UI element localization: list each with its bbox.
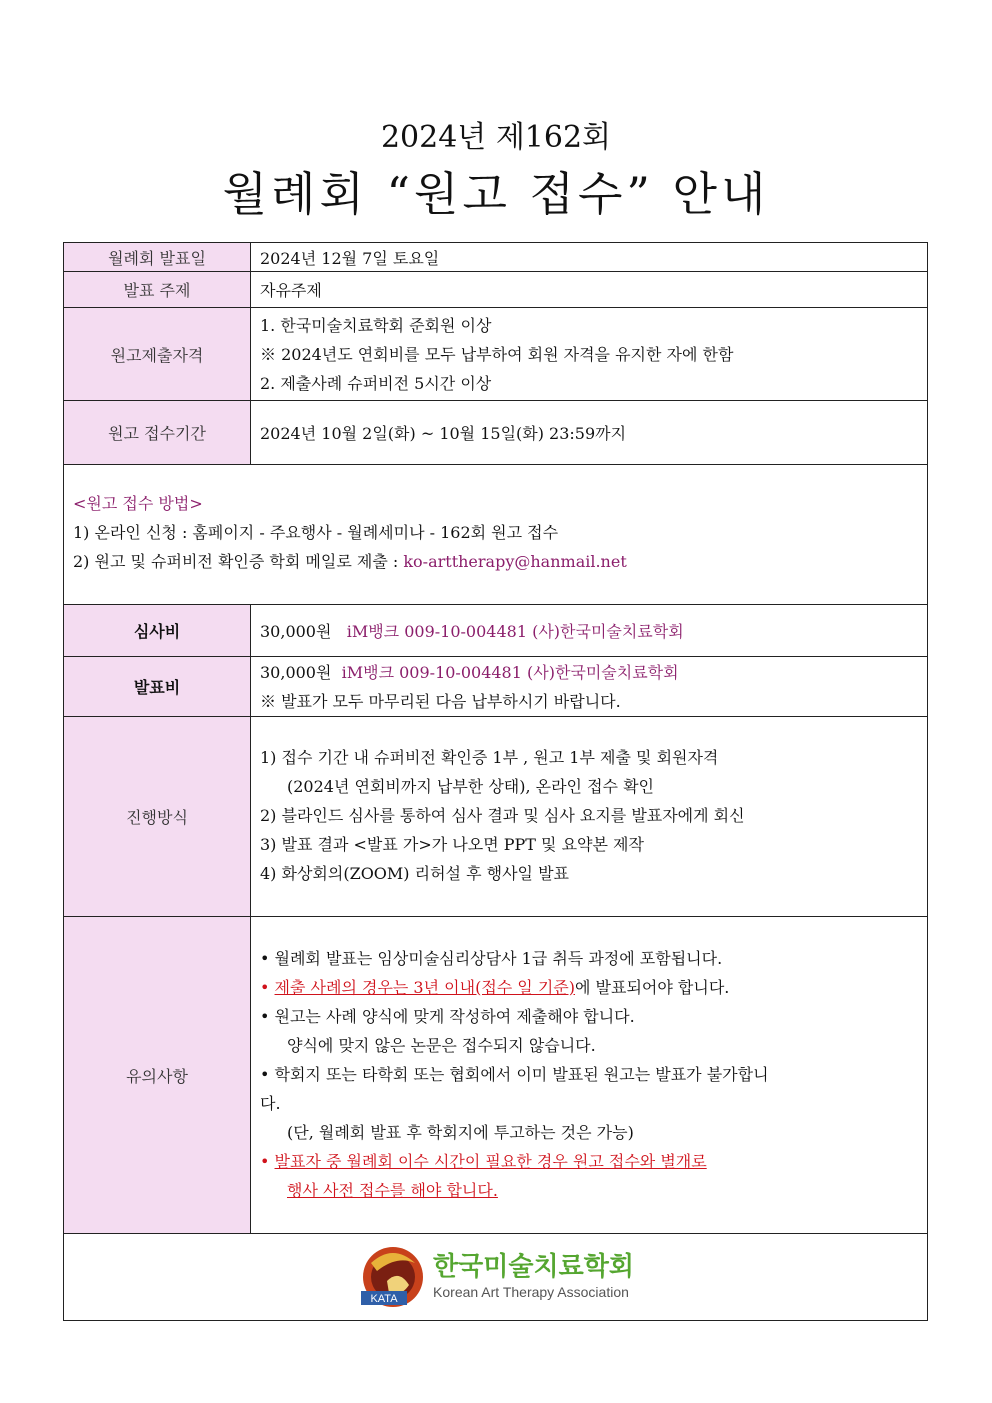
process-value	[251, 717, 928, 917]
process-line: 2) 블라인드 심사를 통하여 심사 결과 및 심사 요지를 발표자에게 회신	[260, 806, 745, 825]
topic-value: 자유주제	[251, 272, 928, 308]
method-heading: <원고 접수 방법>	[73, 494, 203, 513]
note-red-text: 제출 사례의 경우는 3년 이내(접수 일 기준)	[274, 978, 576, 997]
note-line: (단, 월례회 발표 후 학회지에 투고하는 것은 가능)	[287, 1123, 634, 1142]
note-line-rest: 에 발표되어야 합니다.	[575, 978, 730, 997]
process-line: 3) 발표 결과 <발표 가>가 나오면 PPT 및 요약본 제작	[260, 835, 644, 854]
qualification-line: 2. 제출사례 슈퍼비전 5시간 이상	[260, 373, 492, 393]
method-email-prefix: 2) 원고 및 슈퍼비전 확인증 학회 메일로 제출 :	[73, 552, 404, 571]
period-value: 2024년 10월 2일(화) ~ 10월 15일(화) 23:59까지	[251, 401, 928, 465]
process-line: (2024년 연회비까지 납부한 상태), 온라인 접수 확인	[287, 777, 655, 796]
presentation-fee-value	[251, 657, 928, 717]
process-line: 4) 화상회의(ZOOM) 리허설 후 행사일 발표	[260, 864, 569, 883]
logo-abbr: KATA	[370, 1293, 398, 1305]
process-line: 1) 접수 기간 내 슈퍼비전 확인증 1부 , 원고 1부 제출 및 회원자격	[260, 748, 719, 767]
note-line: • 원고는 사례 양식에 맞게 작성하여 제출해야 합니다.	[260, 1007, 635, 1026]
review-fee-amount: 30,000원	[260, 622, 332, 641]
note-line: 양식에 맞지 않은 논문은 접수되지 않습니다.	[287, 1036, 596, 1055]
kata-emblem-icon	[357, 1241, 429, 1313]
topic-label: 발표 주제	[64, 272, 251, 308]
date-label: 월례회 발표일	[64, 243, 251, 272]
review-fee-account: iM뱅크 009-10-004481 (사)한국미술치료학회	[346, 622, 684, 641]
note-bullet: •	[260, 1152, 275, 1171]
qualification-value	[251, 308, 928, 401]
method-online: 1) 온라인 신청 : 홈페이지 - 주요행사 - 월례세미나 - 162회 원고 접수	[73, 523, 559, 542]
date-value: 2024년 12월 7일 토요일	[251, 243, 928, 272]
submission-method	[64, 465, 928, 605]
logo-name-ko: 한국미술치료학회	[433, 1252, 634, 1282]
presentation-fee-amount: 30,000원	[260, 662, 332, 682]
note-line: • 학회지 또는 타학회 또는 협회에서 이미 발표된 원고는 발표가 불가합니	[260, 1065, 769, 1084]
note-line: • 월례회 발표는 임상미술심리상담사 1급 취득 과정에 포함됩니다.	[260, 949, 723, 968]
qualification-line: 1. 한국미술치료학회 준회원 이상	[260, 315, 492, 335]
presentation-fee-account: iM뱅크 009-10-004481 (사)한국미술치료학회	[341, 662, 679, 682]
info-table	[63, 242, 928, 1321]
note-line: 다.	[260, 1094, 281, 1113]
notes-label: 유의사항	[64, 917, 251, 1234]
qualification-label: 원고제출자격	[64, 308, 251, 401]
qualification-line: ※ 2024년도 연회비를 모두 납부하여 회원 자격을 유지한 자에 한함	[260, 344, 734, 364]
note-bullet: •	[260, 978, 275, 997]
review-fee-label: 심사비	[64, 605, 251, 657]
process-label: 진행방식	[64, 717, 251, 917]
note-red-text: 행사 사전 접수를 해야 합니다.	[287, 1181, 498, 1200]
logo-name-en: Korean Art Therapy Association	[433, 1284, 629, 1300]
presentation-fee-note: ※ 발표가 모두 마무리된 다음 납부하시기 바랍니다.	[260, 691, 621, 711]
association-logo	[64, 1235, 927, 1320]
review-fee-value	[251, 605, 928, 657]
page-title: 월례회 “원고 접수” 안내	[222, 167, 770, 221]
period-label: 원고 접수기간	[64, 401, 251, 465]
note-red-text: 발표자 중 월례회 이수 시간이 필요한 경우 원고 접수와 별개로	[274, 1152, 707, 1171]
email-link[interactable]: ko-arttherapy@hanmail.net	[403, 552, 627, 571]
page-subtitle: 2024년 제162회	[380, 120, 612, 155]
logo-cell	[64, 1234, 928, 1321]
notes-value	[251, 917, 928, 1234]
presentation-fee-label: 발표비	[64, 657, 251, 717]
